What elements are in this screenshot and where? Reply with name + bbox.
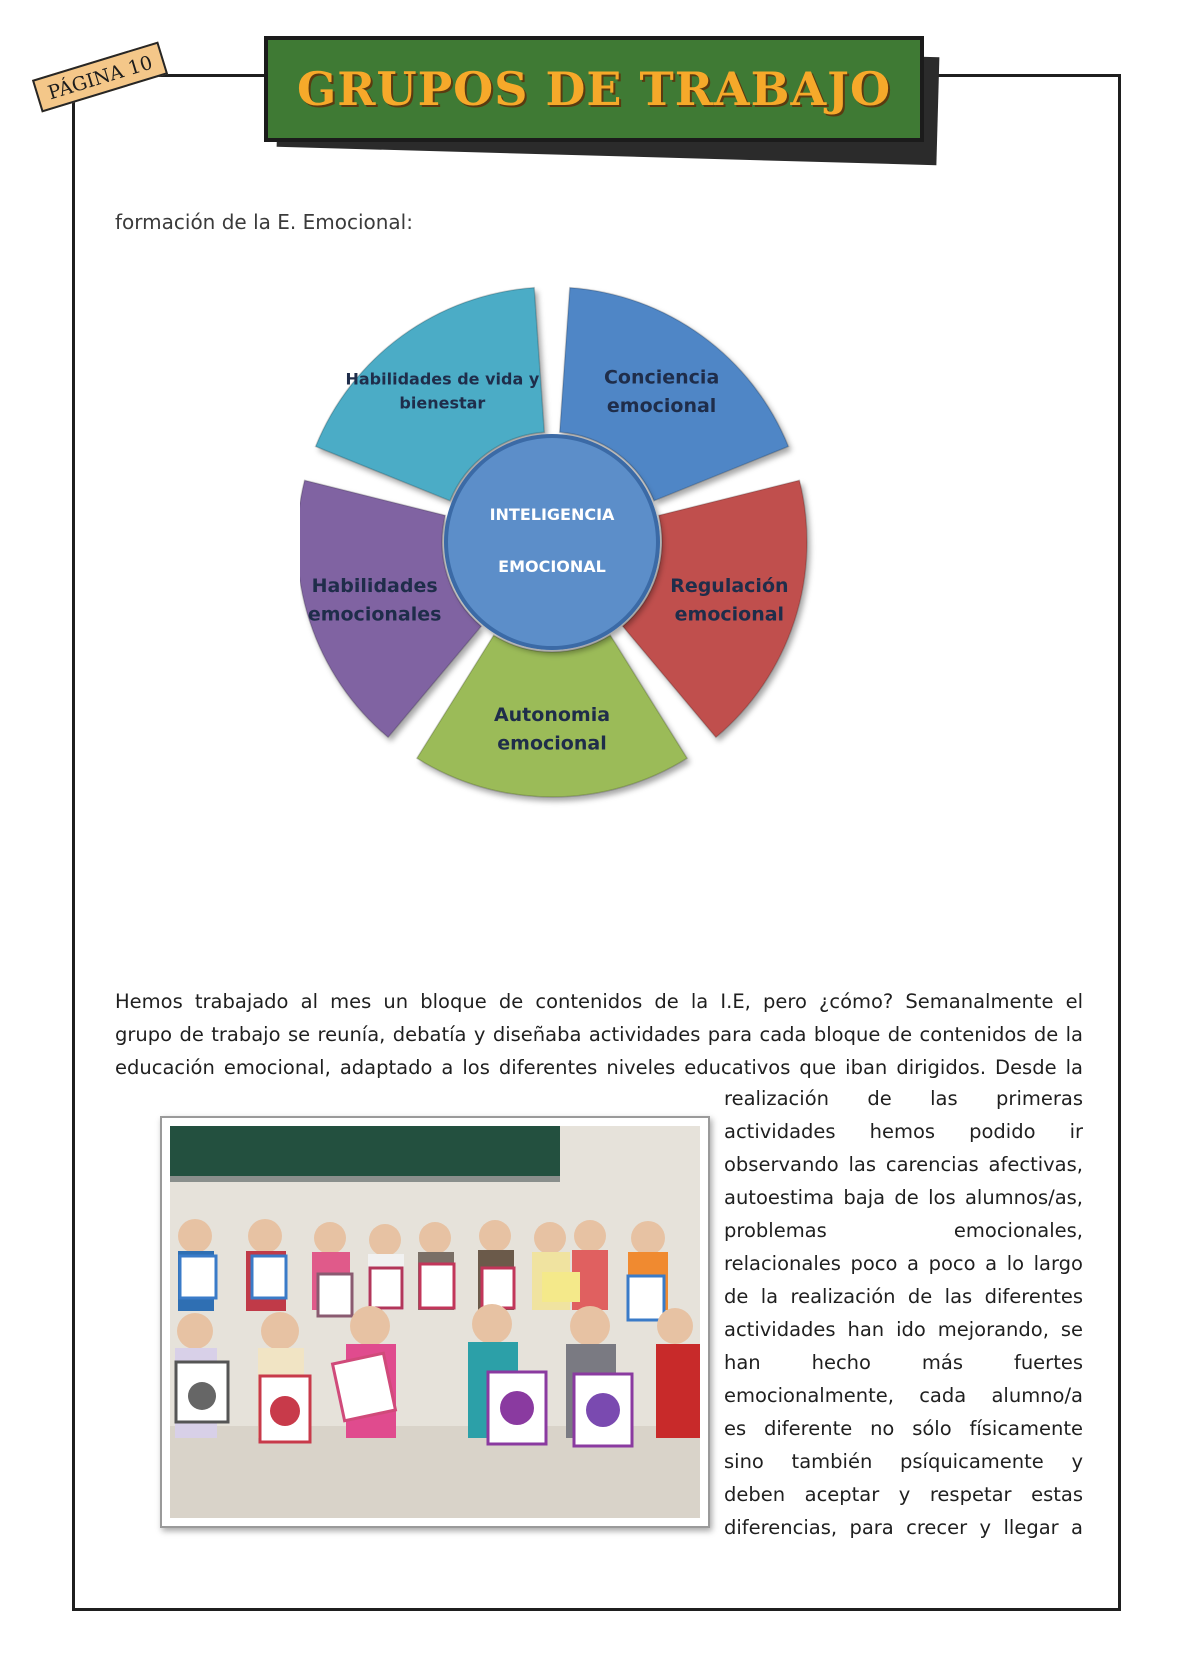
- classroom-photo-frame: [160, 1116, 710, 1528]
- center-circle: [446, 436, 658, 648]
- header-banner: [264, 36, 924, 142]
- segment-label-regulacion: Regulación emocional: [670, 575, 789, 626]
- body-line: han hecho más fuertes: [724, 1351, 1083, 1374]
- body-line: observando las carencias afectivas,: [724, 1153, 1083, 1176]
- body-line: diferencias, para crecer y llegar a: [724, 1516, 1083, 1539]
- body-line: autoestima baja de los alumnos/as,: [724, 1186, 1083, 1209]
- body-line: realización de las primeras: [724, 1087, 1083, 1110]
- body-line: emocionalmente, cada alumno/a: [724, 1384, 1083, 1407]
- body-line: sino también psíquicamente y: [724, 1450, 1083, 1473]
- body-side-column: [724, 1082, 1083, 1544]
- body-line: deben aceptar y respetar estas: [724, 1483, 1083, 1506]
- body-line: Hemos trabajado al mes un bloque de contenidos de la I.E, pero ¿cómo? Semanalmente el: [115, 990, 1083, 1013]
- segment-label-autonomia: Autonomia emocional: [493, 703, 611, 755]
- emotional-intelligence-diagram: [300, 270, 900, 830]
- classroom-photo-illustration: [170, 1126, 700, 1518]
- segment-label-habilidades-vida: Habilidades de vida y bienestar: [345, 369, 540, 413]
- body-line: grupo de trabajo se reunía, debatía y diseñaba actividades para cada bloque de contenidos de la: [115, 1023, 1083, 1046]
- body-line: actividades han ido mejorando, se: [724, 1318, 1083, 1341]
- page-title: GRUPOS DE TRABAJO: [296, 62, 892, 116]
- segment-label-conciencia: Conciencia emocional: [603, 366, 720, 418]
- body-line: de la realización de las diferentes: [724, 1285, 1083, 1308]
- body-line: relacionales poco a poco a lo largo: [724, 1252, 1083, 1275]
- body-line: educación emocional, adaptado a los diferentes niveles educativos que iban dirigidos. Desde la: [115, 1056, 1083, 1079]
- body-line: actividades hemos podido ir: [724, 1120, 1083, 1143]
- body-line: es diferente no sólo físicamente: [724, 1417, 1083, 1440]
- page-number-tag: PÁGINA 10: [32, 41, 168, 112]
- body-paragraph: [115, 985, 1083, 1084]
- intro-text: formación de la E. Emocional:: [115, 210, 413, 234]
- center-label: EMOCIONAL: [498, 557, 606, 576]
- classroom-photo: [170, 1126, 700, 1518]
- center-label: INTELIGENCIA: [489, 505, 615, 524]
- body-line: problemas emocionales,: [724, 1219, 1083, 1242]
- segment-label-habilidades-emocionales: Habilidades emocionales: [307, 575, 442, 626]
